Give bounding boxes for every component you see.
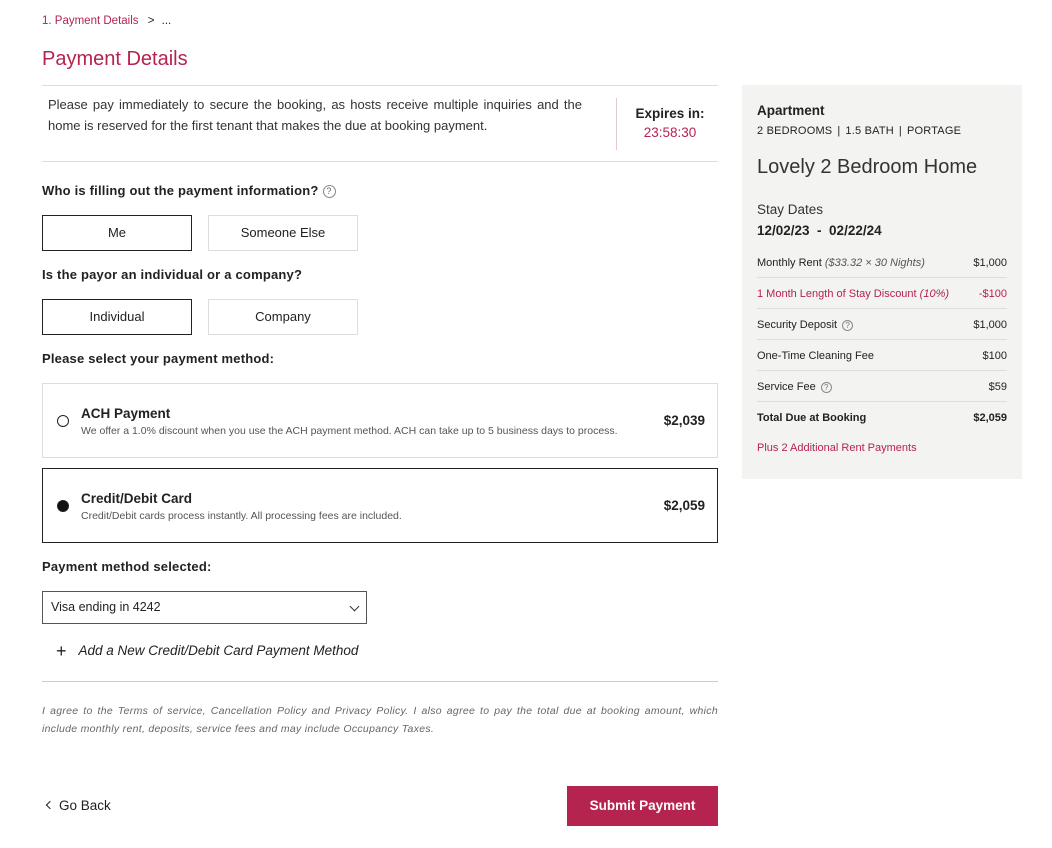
spec-separator: | <box>837 125 841 137</box>
line-item-service-fee <box>757 371 1007 402</box>
property-specs <box>757 125 961 137</box>
payor-question: Is the payor an individual or a company? <box>42 267 303 282</box>
line-item-note: ($33.32 × 30 Nights) <box>824 257 925 269</box>
payment-method-select[interactable] <box>42 591 367 624</box>
chevron-down-icon <box>350 602 360 612</box>
line-item-label: Service Fee <box>757 381 816 393</box>
ach-description: We offer a 1.0% discount when you use the ACH payment method. ACH can take up to 5 business days to process. <box>81 425 618 437</box>
go-back-button[interactable] <box>47 798 111 813</box>
stay-dates-label: Stay Dates <box>757 202 824 217</box>
chevron-left-icon <box>46 801 54 809</box>
ach-amount: $2,039 <box>663 413 705 428</box>
card-title: Credit/Debit Card <box>81 491 193 506</box>
plus-icon: + <box>56 641 67 661</box>
stay-dates: 12/02/23 - 02/22/24 <box>757 223 882 238</box>
filler-question-text: Who is filling out the payment information? <box>42 183 319 198</box>
line-item-label: Security Deposit <box>757 319 838 331</box>
card-description: Credit/Debit cards process instantly. All processing fees are included. <box>81 510 402 522</box>
line-item-label: Total Due at Booking <box>757 412 867 424</box>
breadcrumb-rest: ... <box>161 15 172 27</box>
divider <box>42 681 718 682</box>
card-amount: $2,059 <box>663 498 705 513</box>
line-item-value: $100 <box>982 350 1007 362</box>
line-item-cleaning-fee <box>757 340 1007 371</box>
payment-option-card[interactable] <box>42 468 718 543</box>
booking-notice <box>42 85 718 162</box>
payment-option-ach[interactable] <box>42 383 718 458</box>
line-item-label: One-Time Cleaning Fee <box>757 350 874 362</box>
additional-payments-link[interactable]: Plus 2 Additional Rent Payments <box>757 442 917 454</box>
breadcrumb-step-payment-details[interactable]: 1. Payment Details <box>42 15 139 27</box>
property-type: Apartment <box>757 103 825 118</box>
add-card-link[interactable] <box>56 641 358 662</box>
question-help-icon[interactable]: ? <box>323 185 336 198</box>
ach-radio[interactable] <box>57 415 69 427</box>
filler-option-me[interactable]: Me <box>42 215 192 251</box>
payor-option-individual[interactable]: Individual <box>42 299 192 335</box>
payment-method-question: Please select your payment method: <box>42 351 275 366</box>
line-item-value: -$100 <box>978 288 1007 300</box>
page-title: Payment Details <box>42 48 188 70</box>
payment-method-select-value: Visa ending in 4242 <box>51 600 161 614</box>
line-item-value: $59 <box>988 381 1007 393</box>
filler-option-someone-else[interactable]: Someone Else <box>208 215 358 251</box>
payment-method-selected-label: Payment method selected: <box>42 559 212 574</box>
line-item-total <box>757 402 1007 433</box>
line-item-label: Monthly Rent <box>757 257 822 269</box>
breadcrumb-separator: > <box>147 15 155 27</box>
filler-question <box>42 183 336 198</box>
breadcrumb <box>42 15 171 27</box>
line-item-note: (10%) <box>919 288 950 300</box>
line-item-discount <box>757 278 1007 309</box>
line-item-value: $1,000 <box>973 319 1007 331</box>
spec-separator: | <box>898 125 902 137</box>
line-item-value: $1,000 <box>973 257 1007 269</box>
spec-bath: 1.5 BATH <box>845 125 894 137</box>
card-radio[interactable] <box>57 500 69 512</box>
expires-box <box>622 106 718 140</box>
add-card-label: Add a New Credit/Debit Card Payment Method <box>78 643 359 658</box>
line-item-security-deposit <box>757 309 1007 340</box>
line-item-monthly-rent <box>757 247 1007 278</box>
help-icon[interactable]: ? <box>821 382 832 393</box>
submit-payment-button[interactable]: Submit Payment <box>567 786 718 826</box>
price-breakdown <box>757 247 1007 433</box>
help-icon[interactable]: ? <box>842 320 853 331</box>
spec-location: PORTAGE <box>906 125 962 137</box>
expires-label: Expires in: <box>635 106 705 121</box>
property-title: Lovely 2 Bedroom Home <box>757 156 978 178</box>
payor-option-company[interactable]: Company <box>208 299 358 335</box>
ach-title: ACH Payment <box>81 406 171 421</box>
notice-text: Please pay immediately to secure the booking, as hosts receive multiple inquiries and the home is reserved for the first tenant that makes the due at booking payment. <box>48 97 582 133</box>
notice-divider <box>616 98 617 150</box>
go-back-label: Go Back <box>59 798 111 813</box>
line-item-value: $2,059 <box>973 412 1007 424</box>
expires-timer: 23:58:30 <box>643 125 697 140</box>
line-item-label: 1 Month Length of Stay Discount <box>757 288 917 300</box>
booking-summary <box>742 85 1022 479</box>
terms-text: I agree to the Terms of service, Cancellation Policy and Privacy Policy. I also agree to pay the total due at booking amount, which include monthly rent, deposits, service fees and may include Occupancy Taxes. <box>42 705 718 735</box>
spec-bedrooms: 2 BEDROOMS <box>757 125 833 137</box>
